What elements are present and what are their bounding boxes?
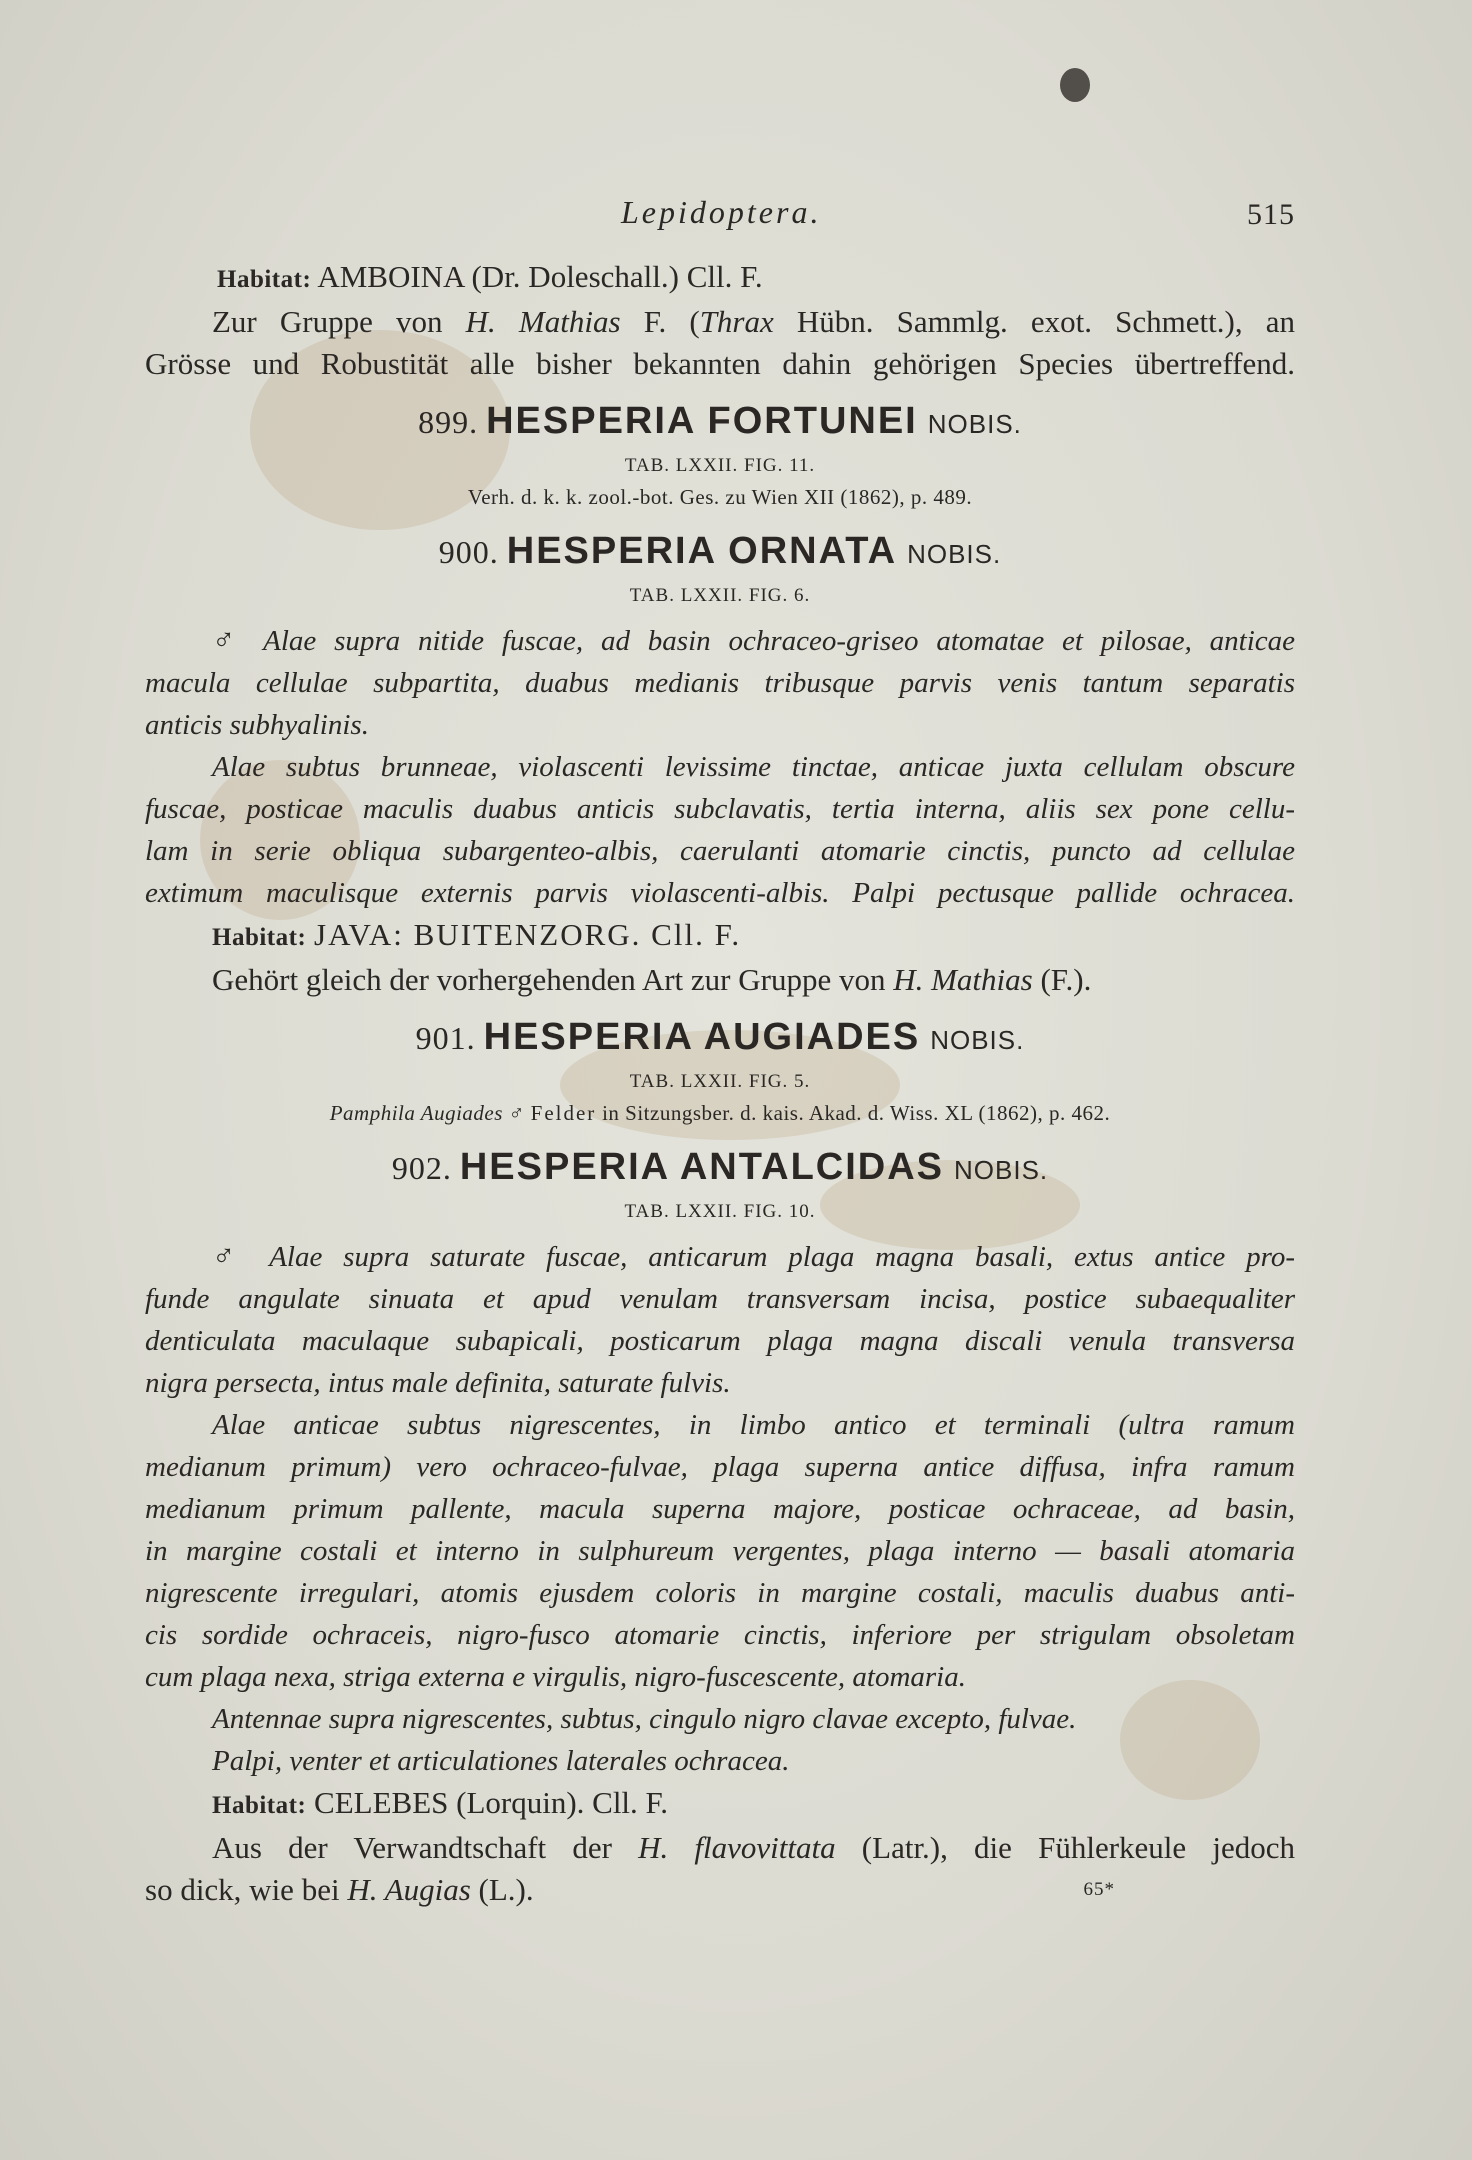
remark-line: so dick, wie bei H. Augias (L.).: [145, 1872, 534, 1907]
species-number: 902.: [391, 1150, 452, 1186]
species-heading: [145, 1143, 1295, 1199]
habitat-label: Habitat:: [217, 266, 312, 293]
description-line: denticulata maculaque subapicali, posticarum plaga magna discali venula transversa: [145, 1325, 1295, 1357]
species-name: HESPERIA FORTUNEI: [486, 400, 918, 442]
habitat-line: [145, 914, 1295, 959]
species-number: 901.: [415, 1020, 476, 1056]
ink-blot: [1060, 68, 1090, 102]
description-line: Antennae supra nigrescentes, subtus, cingulo nigro clavae excepto, fulvae.: [212, 1703, 1077, 1735]
description-line: Palpi, venter et articulationes laterales ochracea.: [212, 1745, 790, 1777]
signature-mark: 65*: [1083, 1879, 1115, 1900]
description-line: Alae anticae subtus nigrescentes, in limbo antico et terminali (ultra ramum: [212, 1409, 1295, 1441]
habitat-text: AMBOINA (Dr. Doleschall.) Cll. F.: [317, 259, 763, 294]
species-name: HESPERIA ANTALCIDAS: [459, 1146, 945, 1188]
habitat-line: [145, 256, 1295, 301]
description-line: macula cellulae subpartita, duabus medianis tribusque parvis venis tantum separatis: [145, 667, 1295, 699]
species-author: NOBIS.: [907, 539, 1002, 569]
page-number: 515: [1247, 198, 1295, 231]
description-line: in margine costali et interno in sulphureum vergentes, plaga interno — basali atomaria: [145, 1535, 1295, 1567]
description-line: medianum primum) vero ochraceo-fulvae, plaga superna antice diffusa, infra ramum: [145, 1451, 1295, 1483]
species-name: HESPERIA ORNATA: [506, 530, 898, 572]
running-head-title: Lepidoptera.: [621, 194, 822, 230]
description-line: Alae subtus brunneae, violascenti levissime tinctae, anticae juxta cellulam obscure: [212, 751, 1295, 783]
description-line: extimum maculisque externis parvis violascenti-albis. Palpi pectusque pallide ochracea.: [145, 877, 1295, 909]
species-heading: [145, 397, 1295, 453]
description-line: cis sordide ochraceis, nigro-fusco atomarie cinctis, inferiore per strigulam obsoletam: [145, 1619, 1295, 1651]
plate-reference: TAB. LXXII. FIG. 6.: [629, 585, 811, 606]
page-content: [145, 190, 1295, 1911]
literature-reference: Pamphila Augiades ♂ Felder in Sitzungsber. d. kais. Akad. d. Wiss. XL (1862), p. 462.: [329, 1101, 1111, 1125]
running-head: [145, 190, 1295, 256]
plate-reference: TAB. LXXII. FIG. 5.: [629, 1071, 811, 1092]
description-line: fuscae, posticae maculis duabus anticis subclavatis, tertia interna, aliis sex pone cellu-: [145, 793, 1295, 825]
habitat-text: CELEBES (Lorquin). Cll. F.: [314, 1785, 669, 1820]
description-line: ♂ Alae supra nitide fuscae, ad basin ochraceo-griseo atomatae et pilosae, anticae: [212, 622, 1296, 657]
habitat-line: [145, 1782, 1295, 1827]
remark-line: Aus der Verwandtschaft der H. flavovittata (Latr.), die Fühlerkeule jedoch: [212, 1830, 1295, 1865]
species-number: 900.: [438, 534, 499, 570]
description-line: funde angulate sinuata et apud venulam transversam incisa, postice subaequaliter: [145, 1283, 1295, 1315]
species-heading: [145, 527, 1295, 583]
habitat-label: Habitat:: [212, 1792, 307, 1819]
species-author: NOBIS.: [927, 409, 1022, 439]
remark-line: Gehört gleich der vorhergehenden Art zur Gruppe von H. Mathias (F.).: [212, 962, 1092, 997]
habitat-text: JAVA: BUITENZORG. Cll. F.: [314, 917, 742, 952]
plate-reference: TAB. LXXII. FIG. 10.: [624, 1201, 816, 1222]
species-author: NOBIS.: [930, 1025, 1025, 1055]
species-number: 899.: [418, 404, 479, 440]
page-footer: [145, 1869, 1295, 1911]
species-author: NOBIS.: [954, 1155, 1049, 1185]
species-name: HESPERIA AUGIADES: [483, 1016, 921, 1058]
species-heading: [145, 1013, 1295, 1069]
male-symbol: ♂: [212, 1238, 249, 1273]
literature-reference: Verh. d. k. k. zool.-bot. Ges. zu Wien XII (1862), p. 489.: [467, 485, 973, 509]
description-line: nigra persecta, intus male definita, saturate fulvis.: [145, 1367, 731, 1399]
description-line: lam in serie obliqua subargenteo-albis, caerulanti atomarie cinctis, puncto ad cellulae: [145, 835, 1295, 867]
remark-line: Grösse und Robustität alle bisher bekannten dahin gehörigen Species übertreffend.: [145, 346, 1295, 381]
habitat-label: Habitat:: [212, 924, 307, 951]
plate-reference: TAB. LXXII. FIG. 11.: [624, 455, 816, 476]
description-line: ♂ Alae supra saturate fuscae, anticarum plaga magna basali, extus antice pro-: [212, 1238, 1295, 1273]
description-line: cum plaga nexa, striga externa e virgulis, nigro-fuscescente, atomaria.: [145, 1661, 966, 1693]
remark-line: Zur Gruppe von H. Mathias F. (Thrax Hübn. Sammlg. exot. Schmett.), an: [212, 304, 1296, 339]
description-line: anticis subhyalinis.: [145, 709, 369, 741]
male-symbol: ♂: [212, 622, 246, 657]
description-line: nigrescente irregulari, atomis ejusdem coloris in margine costali, maculis duabus anti-: [145, 1577, 1295, 1609]
description-line: medianum primum pallente, macula superna majore, posticae ochraceae, ad basin,: [145, 1493, 1295, 1525]
